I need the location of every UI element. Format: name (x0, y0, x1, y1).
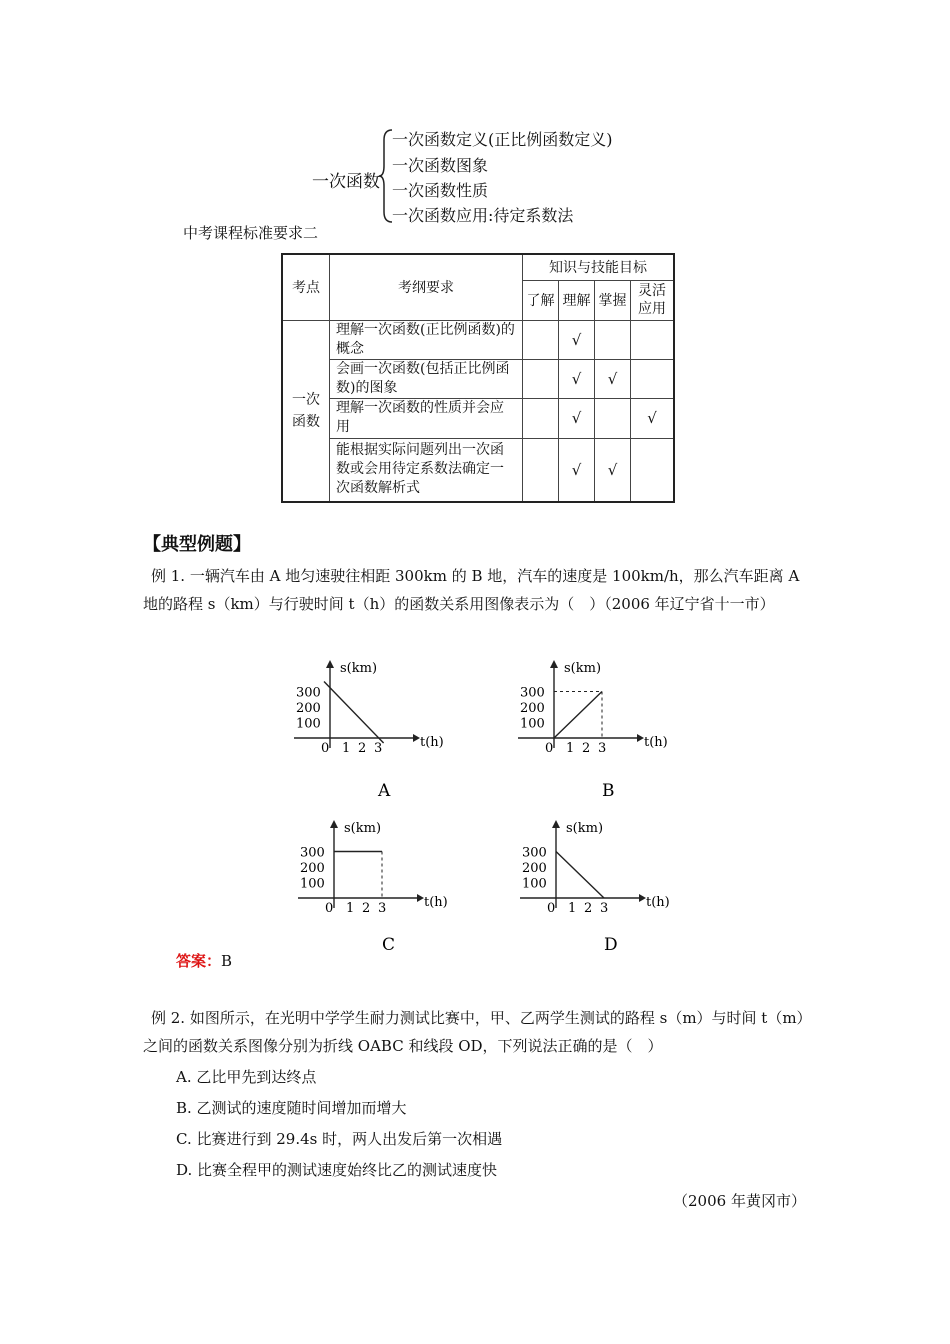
check-mark: √ (631, 398, 675, 438)
y-axis-label: s(km) (344, 821, 382, 836)
option-a: A. 乙比甲先到达终点 (176, 1068, 317, 1086)
table-row (282, 438, 674, 502)
header-yaoqiu: 考纲要求 (330, 254, 523, 320)
x-tick-label: 1 (568, 901, 577, 916)
y-tick-label: 300 (296, 685, 321, 701)
req-cell: 会画一次函数(包括正比例函数)的图象 (330, 359, 523, 398)
y-axis-label: s(km) (564, 661, 602, 676)
x-tick-label: 1 (346, 901, 355, 916)
y-axis-arrow-icon (326, 660, 334, 668)
example2-text: 例 2. 如图所示，在光明中学学生耐力测试比赛中，甲、乙两学生测试的路程 s（m）与时间 t（m）之间的函数关系图像分别为折线 OABC 和线段 OD，下列说法正确的是（ ） (143, 1009, 812, 1055)
check-mark (631, 438, 675, 502)
example1-text: 例 1. 一辆汽车由 A 地匀速驶往相距 300km 的 B 地，汽车的速度是 100km/h，那么汽车距离 A 地的路程 s（km）与行驶时间 t（h）的函数关系用图像表示为（ ）（2006 年辽宁省十一市） (143, 567, 800, 613)
table-row (282, 320, 674, 359)
answer1 (176, 950, 232, 971)
check-mark (595, 398, 631, 438)
y-axis-arrow-icon (552, 820, 560, 828)
example2-source: （2006 年黄冈市） (673, 1192, 806, 1210)
header-level: 灵活应用 (631, 280, 675, 320)
y-tick-label: 300 (520, 685, 545, 701)
y-tick-label: 100 (520, 716, 545, 732)
graph-line (554, 692, 602, 739)
graph-option-label: A (378, 781, 391, 801)
x-tick-label: 1 (566, 741, 575, 756)
check-mark (595, 320, 631, 359)
graph-option-label: D (604, 935, 618, 955)
table-row (282, 359, 674, 398)
x-axis-arrow-icon (413, 734, 420, 742)
graph-option-label: B (602, 781, 615, 801)
origin-label: 0 (321, 741, 330, 756)
x-axis-label: t(h) (424, 895, 448, 910)
x-axis-label: t(h) (646, 895, 670, 910)
graph-option-label: C (382, 935, 396, 955)
check-mark (631, 320, 675, 359)
y-axis-label: s(km) (566, 821, 604, 836)
x-axis-label: t(h) (420, 735, 444, 750)
mindmap-item: 一次函数定义(正比例函数定义) (392, 130, 613, 149)
header-level: 理解 (559, 280, 595, 320)
check-mark (523, 359, 559, 398)
origin-label: 0 (547, 901, 556, 916)
y-tick-label: 200 (522, 861, 547, 876)
x-tick-label: 2 (582, 741, 591, 756)
check-mark: √ (595, 438, 631, 502)
answer-label: 答案： (176, 952, 222, 970)
y-tick-label: 200 (300, 861, 325, 876)
x-tick-label: 2 (584, 901, 593, 916)
y-tick-label: 300 (522, 845, 547, 861)
origin-label: 0 (545, 741, 554, 756)
x-tick-label: 2 (362, 901, 371, 916)
header-group: 知识与技能目标 (523, 254, 675, 280)
x-axis-arrow-icon (417, 894, 424, 902)
table-row (282, 398, 674, 438)
x-tick-label: 3 (374, 741, 383, 756)
x-tick-label: 3 (600, 901, 609, 916)
check-mark: √ (559, 398, 595, 438)
check-mark (631, 359, 675, 398)
mindmap-item: 一次函数图象 (392, 156, 489, 175)
check-mark: √ (559, 320, 595, 359)
x-axis-arrow-icon (637, 734, 644, 742)
x-tick-label: 2 (358, 741, 367, 756)
x-tick-label: 3 (598, 741, 607, 756)
y-axis-arrow-icon (550, 660, 558, 668)
req-cell: 能根据实际问题列出一次函数或会用待定系数法确定一次函数解析式 (330, 438, 523, 502)
graph-line (324, 682, 384, 744)
x-tick-label: 1 (342, 741, 351, 756)
check-mark (523, 438, 559, 502)
option-d: D. 比赛全程甲的测试速度始终比乙的测试速度快 (176, 1161, 498, 1179)
check-mark: √ (559, 359, 595, 398)
y-tick-label: 100 (296, 716, 321, 732)
topic-cell: 一次函数 (282, 320, 330, 502)
check-mark (523, 398, 559, 438)
check-mark (523, 320, 559, 359)
y-axis-arrow-icon (330, 820, 338, 828)
y-axis-label: s(km) (340, 661, 378, 676)
header-kaodian: 考点 (282, 254, 330, 320)
origin-label: 0 (325, 901, 334, 916)
req-cell: 理解一次函数的性质并会应用 (330, 398, 523, 438)
section-heading: 【典型例题】 (143, 534, 251, 555)
x-tick-label: 3 (378, 901, 387, 916)
graph-line (556, 852, 604, 899)
y-tick-label: 200 (520, 701, 545, 716)
mindmap-item: 一次函数性质 (392, 181, 489, 200)
x-axis-arrow-icon (639, 894, 646, 902)
requirements-table (281, 253, 675, 503)
subtitle: 中考课程标准要求二 (183, 224, 319, 242)
example1-graphs (280, 650, 680, 960)
req-cell: 理解一次函数(正比例函数)的概念 (330, 320, 523, 359)
y-tick-label: 100 (522, 876, 547, 892)
check-mark: √ (559, 438, 595, 502)
option-b: B. 乙测试的速度随时间增加而增大 (176, 1099, 407, 1117)
y-tick-label: 200 (296, 701, 321, 716)
y-tick-label: 300 (300, 845, 325, 861)
check-mark: √ (595, 359, 631, 398)
mindmap-item: 一次函数应用:待定系数法 (392, 206, 574, 225)
answer-value: B (221, 952, 233, 970)
mindmap-root: 一次函数 (312, 172, 380, 192)
header-level: 了解 (523, 280, 559, 320)
option-c: C. 比赛进行到 29.4s 时，两人出发后第一次相遇 (176, 1130, 503, 1148)
x-axis-label: t(h) (644, 735, 668, 750)
y-tick-label: 100 (300, 876, 325, 892)
header-level: 掌握 (595, 280, 631, 320)
